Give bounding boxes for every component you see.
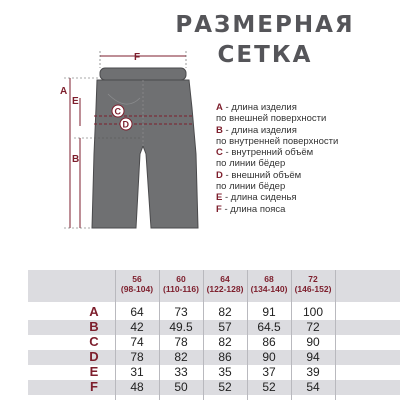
label-b: B xyxy=(72,154,80,165)
table-cell: 52 xyxy=(218,380,232,394)
table-cell: 90 xyxy=(262,350,276,364)
pants-body-shape xyxy=(92,80,198,228)
table-cell: 52 xyxy=(262,380,276,394)
size-header: 68 (134-140) xyxy=(250,274,288,294)
pants-diagram xyxy=(40,38,220,270)
size-header: 64 (122-128) xyxy=(206,274,244,294)
row-key: B xyxy=(89,319,99,334)
table-cell: 72 xyxy=(306,320,320,334)
table-cell: 49.5 xyxy=(169,320,193,334)
table-cell: 37 xyxy=(262,365,276,379)
table-cell: 31 xyxy=(130,365,144,379)
table-cell: 100 xyxy=(302,305,324,319)
table-cell: 64.5 xyxy=(257,320,281,334)
size-header: 72 (146-152) xyxy=(294,274,332,294)
table-cell: 42 xyxy=(130,320,144,334)
label-f: F xyxy=(134,52,141,63)
pants-diagram-svg xyxy=(40,38,220,270)
column-divider xyxy=(247,270,248,400)
title-line-1: РАЗМЕРНАЯ xyxy=(175,12,355,38)
table-cell: 54 xyxy=(306,380,320,394)
row-key: D xyxy=(89,349,99,364)
table-cell: 35 xyxy=(218,365,232,379)
table-cell: 90 xyxy=(306,335,320,349)
legend-item: A - длина изделия xyxy=(216,102,297,113)
legend-item: B - длина изделия xyxy=(216,124,297,136)
table-cell: 64 xyxy=(130,305,144,319)
legend-item: D - внешний объём xyxy=(216,169,302,181)
column-divider xyxy=(335,270,336,400)
table-cell: 50 xyxy=(174,380,188,394)
waistband-shape xyxy=(100,68,186,80)
label-c: C xyxy=(114,106,121,117)
label-d: D xyxy=(122,119,129,130)
label-a: A xyxy=(60,86,68,97)
table-cell: 86 xyxy=(262,335,276,349)
table-cell: 94 xyxy=(306,350,320,364)
column-divider xyxy=(291,270,292,400)
table-cell: 73 xyxy=(174,305,188,319)
legend-item: C - внутренний объём xyxy=(216,147,314,159)
table-cell: 91 xyxy=(262,305,276,319)
table-cell: 86 xyxy=(218,350,232,364)
column-divider xyxy=(203,270,204,400)
table-cell: 48 xyxy=(130,380,144,394)
table-cell: 33 xyxy=(174,365,188,379)
table-cell: 39 xyxy=(306,365,320,379)
table-cell: 78 xyxy=(174,335,188,349)
size-table xyxy=(0,270,400,400)
label-e: E xyxy=(72,96,79,107)
legend-item: F - длина пояса xyxy=(216,203,286,215)
row-key: F xyxy=(90,379,98,394)
column-divider xyxy=(159,270,160,400)
size-header: 56 (98-104) xyxy=(120,274,154,294)
size-header: 60 (110-116) xyxy=(163,274,199,294)
table-cell: 74 xyxy=(130,335,144,349)
table-cell: 82 xyxy=(174,350,188,364)
legend-item: E - длина сиденья xyxy=(216,192,297,204)
row-key: E xyxy=(89,364,99,379)
row-key: C xyxy=(89,334,99,349)
table-cell: 82 xyxy=(218,335,232,349)
table-cell: 57 xyxy=(218,320,232,334)
table-cell: 82 xyxy=(218,305,232,319)
row-key: A xyxy=(89,304,99,319)
title-line-2: СЕТКА xyxy=(217,42,313,68)
table-cell: 78 xyxy=(130,350,144,364)
measurement-legend: A - длина изделия по внешней поверхности B - длина изделия по внутренней поверхности C - внутренний объём по линии бёдер D - внешний объём по линии бёдер E - длина сиденья F - длина пояса xyxy=(216,102,400,215)
column-divider xyxy=(115,270,116,400)
